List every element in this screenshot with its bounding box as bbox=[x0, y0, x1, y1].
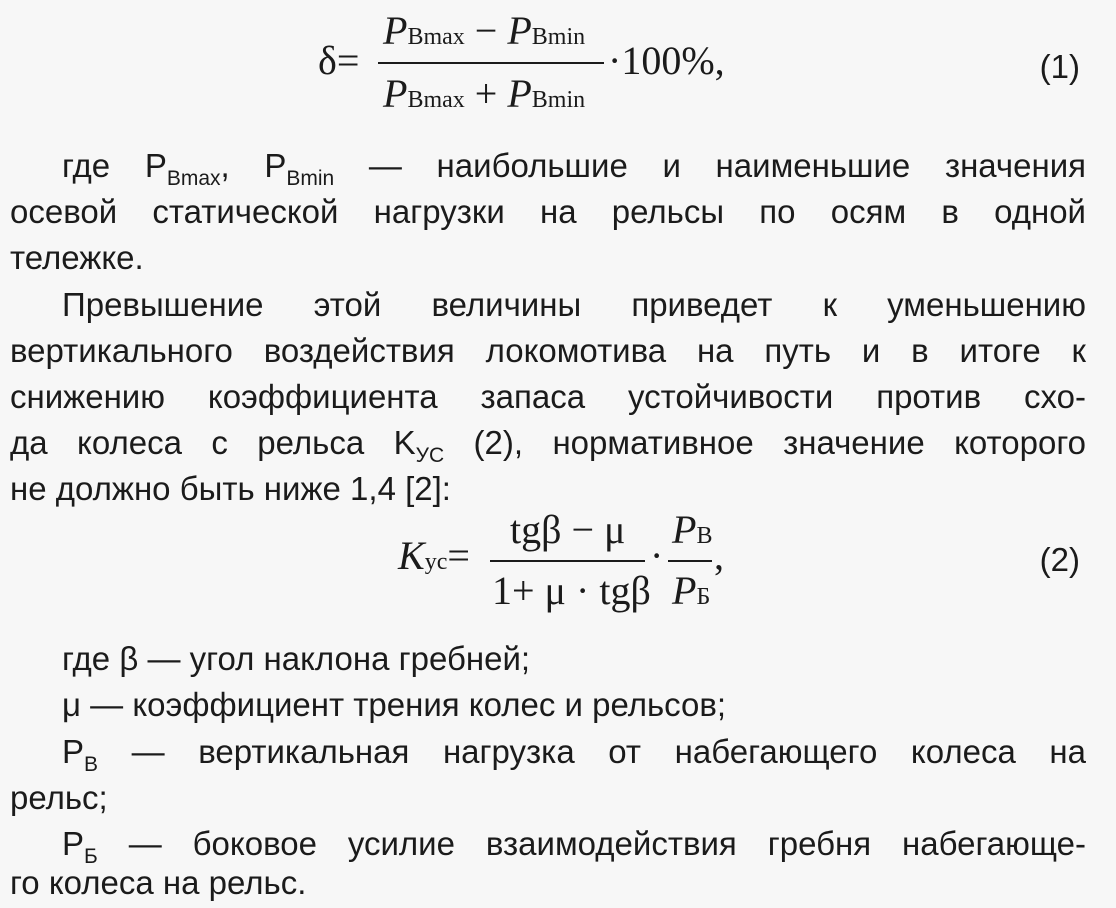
paragraph-line: тележке. bbox=[10, 239, 144, 276]
formula-1-numerator: PBmax − PBmin bbox=[383, 8, 586, 53]
formula-1-denominator: PBmax + PBmin bbox=[383, 71, 586, 116]
paragraph-line: снижению коэффициента запаса устойчивости против схо- bbox=[10, 378, 1086, 415]
definition-pb-cont: го колеса на рельс. bbox=[10, 864, 307, 901]
formula-1-lhs: δ= bbox=[318, 38, 360, 83]
definition-pb: $P_Б$ — боковое усилие взаимодействия гребня набегающе- bbox=[62, 825, 1086, 868]
definition-pv: $P_В$ — вертикальная нагрузка от набегающего колеса на bbox=[62, 733, 1086, 776]
formula-1-fraction-bar bbox=[378, 62, 604, 64]
paragraph-line: осевой статической нагрузки на рельсы по осям в одной bbox=[10, 193, 1086, 230]
formula-1-tail: ·100%, bbox=[608, 38, 725, 83]
paragraph-line: вертикального воздействия локомотива на путь и в итоге к bbox=[10, 332, 1086, 369]
formula-2-dot: · bbox=[650, 533, 664, 578]
paragraph-line: да колеса с рельса $K_{УС}$ (2), нормативное значение которого bbox=[10, 424, 1086, 467]
definition-pv-cont: рельс; bbox=[10, 779, 108, 816]
formula-2-tail: , bbox=[714, 533, 724, 578]
paragraph-line: Превышение этой величины приведет к уменьшению bbox=[62, 286, 1086, 323]
formula-2-f2-numerator: PВ bbox=[672, 507, 713, 552]
definition-mu: μ — коэффициент трения колес и рельсов; bbox=[62, 686, 727, 723]
paragraph-line: где $P_{Bmax}$, $P_{Bmin}$ — наибольшие и наименьшие значения bbox=[62, 147, 1086, 190]
formula-2-f1-numerator: tgβ − μ bbox=[510, 507, 626, 552]
formula-2-f1-denominator: 1+ μ · tgβ bbox=[492, 568, 651, 613]
formula-2-fraction-bar-1 bbox=[490, 560, 645, 562]
formula-2-fraction-bar-2 bbox=[668, 560, 712, 562]
formula-2-f2-denominator: PБ bbox=[672, 568, 711, 613]
paragraph-line: не должно быть ниже 1,4 [2]: bbox=[10, 470, 451, 507]
definition-beta: где β — угол наклона гребней; bbox=[62, 640, 531, 677]
equation-number-2: (2) bbox=[1039, 541, 1080, 578]
formula-2-lhs: Kус= bbox=[398, 533, 470, 578]
equation-number-1: (1) bbox=[1039, 48, 1080, 85]
